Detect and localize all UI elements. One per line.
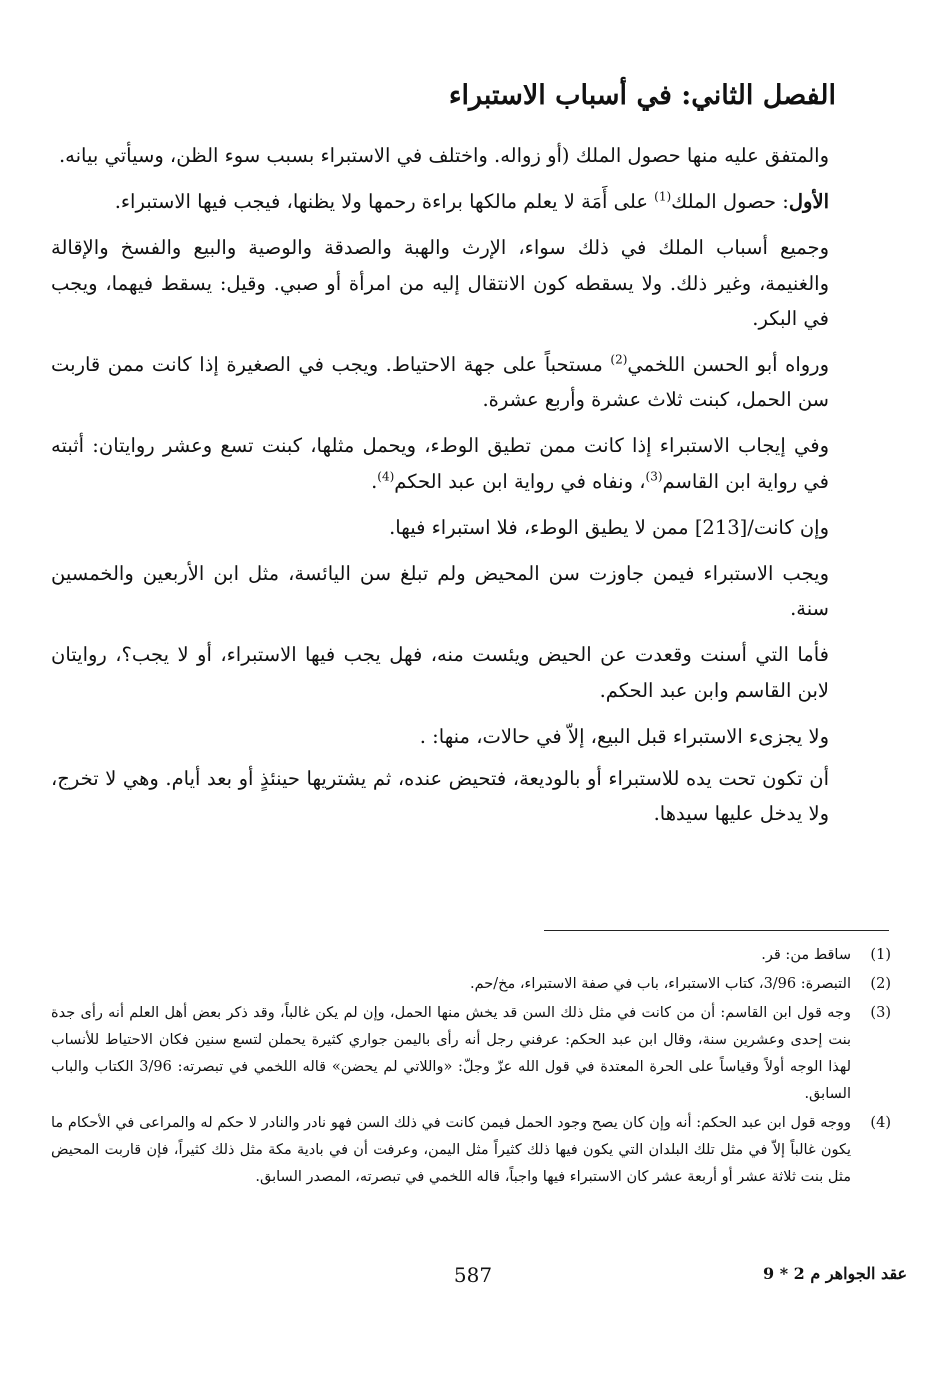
footnote-text: ساقط من: قر. (761, 947, 851, 963)
running-footer: عقد الجواهر م 2 * 9 (763, 1264, 908, 1283)
narrations-text-b: ، ونفاه في رواية ابن عبد الحكم (394, 469, 646, 493)
lakhmi-text-a: ورواه أبو الحسن اللخمي (627, 353, 829, 377)
paragraph-menopause-age: ويجب الاستبراء فيمن جاوزت سن المحيض ولم تبلغ سن اليائسة، مثل ابن الأربعين والخمسين سنة. (51, 562, 829, 621)
paragraph-intro: والمتفق عليه منها حصول الملك (أو زواله. واختلف في الاستبراء بسبب سوء الظن، وسيأتي بيانه. (58, 144, 829, 167)
footnote-item (51, 1000, 891, 1108)
footnote-number: (2) (870, 976, 891, 992)
lakhmi-text-b: مستحباً على جهة الاحتياط. ويجب في الصغيرة إذا كانت ممن قاربت سن الحمل، كبنت ثلاث عشرة وأربع عشرة. (51, 353, 829, 412)
footnote-number: (3) (870, 1005, 891, 1021)
footnote-text: وجه قول ابن القاسم: أن من كانت في مثل ذلك السن قد يخش منها الحمل، وإن لم يكن غالباً، وقد ذكر بعض أهل العلم أنه رأى جدة بنت إحدى وعشرين سنة، وقال ابن عبد الحكم: عرفني رجل أنه رأى باليمن جواري كثيرة يحملن لتسع سنين فكان الاحتياط للأنساب لهذا الوجه أولاً وقياساً على الحرة المعتدة في قول الله عزّ وجلّ: «واللاتي لم يحضن» قاله اللخمي في تبصرته: 3/96 الكتاب والباب السابق. (51, 1005, 851, 1102)
first-text-a: : حصول الملك (671, 190, 789, 214)
page-number: 587 (453, 1263, 493, 1287)
narrations-text-a: وفي إيجاب الاستبراء إذا كانت ممن تطيق الوطء، ويحمل مثلها، كبنت تسع وعشر روايتان: أثبته في رواية ابن القاسم (51, 434, 829, 493)
paragraph-causes: وجميع أسباب الملك في ذلك سواء، الإرث والهبة والصدقة والوصية والبيع والفسخ والإقالة والغنيمة، وغير ذلك. ولا يسقطه كون الانتقال إليه من امرأة أو صبي. وقيل: يسقط فيهما، ويجب في البكر. (51, 236, 829, 330)
footnote-item (51, 1110, 891, 1191)
footnote-text: التبصرة: 3/96، كتاب الاستبراء، باب في صفة الاستبراء، مخ/حم. (470, 976, 851, 992)
narrations-text-c: . (371, 469, 378, 493)
footnote-ref-4[interactable]: (4) (377, 469, 395, 484)
footnote-ref-1[interactable]: (1) (654, 189, 672, 204)
footnote-number: (1) (870, 947, 891, 963)
main-text (51, 138, 891, 842)
footnote-separator (544, 930, 889, 931)
footnote-ref-2[interactable]: (2) (610, 352, 628, 367)
paragraph-two-narrations (51, 428, 891, 498)
chapter-title: الفصل الثاني: في أسباب الاستبراء (448, 80, 836, 111)
first-text-b: على أَمَة لا يعلم مالكها براءة رحمها ولا يظنها، فيجب فيها الاستبراء. (114, 190, 655, 214)
footnote-item (51, 942, 891, 969)
paragraph-deposit: أن تكون تحت يده للاستبراء أو بالوديعة، فتحيض عنده، ثم يشتريها حينئذٍ أو بعد أيام. وهي لا تخرج، ولا يدخل عليها سيدها. (51, 767, 829, 826)
footnotes (51, 942, 891, 1193)
footnote-item (51, 971, 891, 998)
paragraph-not-sufficient: ولا يجزىء الاستبراء قبل البيع، إلاّ في حالات، منها: . (419, 724, 829, 748)
footnote-ref-3[interactable]: (3) (645, 469, 663, 484)
footnote-number: (4) (870, 1115, 891, 1131)
paragraph-if-not: وإن كانت/[213] ممن لا يطيق الوطء، فلا استبراء فيها. (389, 515, 829, 539)
paragraph-lakhmi (51, 347, 891, 417)
first-label: الأول (788, 190, 829, 214)
paragraph-first-cause (51, 184, 891, 219)
footnote-text: ووجه قول ابن عبد الحكم: أنه وإن كان يصح وجود الحمل فيمن كانت في ذلك السن فهو نادر والنادر لا حكم له والمراعى في الأحكام ما يكون غالباً إلاّ في مثل تلك البلدان التي يكون فيها ذلك كثيراً مثل اليمن، وعرفت أن في بادية مكة مثل ذلك كثيراً، فإن قاربت المحيض مثل بنت ثلاثة عشر أو أربعة عشر كان الاستبراء فيها واجباً، قاله اللخمي في تبصرته، المصدر السابق. (51, 1115, 851, 1185)
paragraph-elderly: فأما التي أسنت وقعدت عن الحيض ويئست منه، فهل يجب فيها الاستبراء، أو لا يجب؟، روايتان لابن القاسم وابن عبد الحكم. (51, 643, 829, 702)
